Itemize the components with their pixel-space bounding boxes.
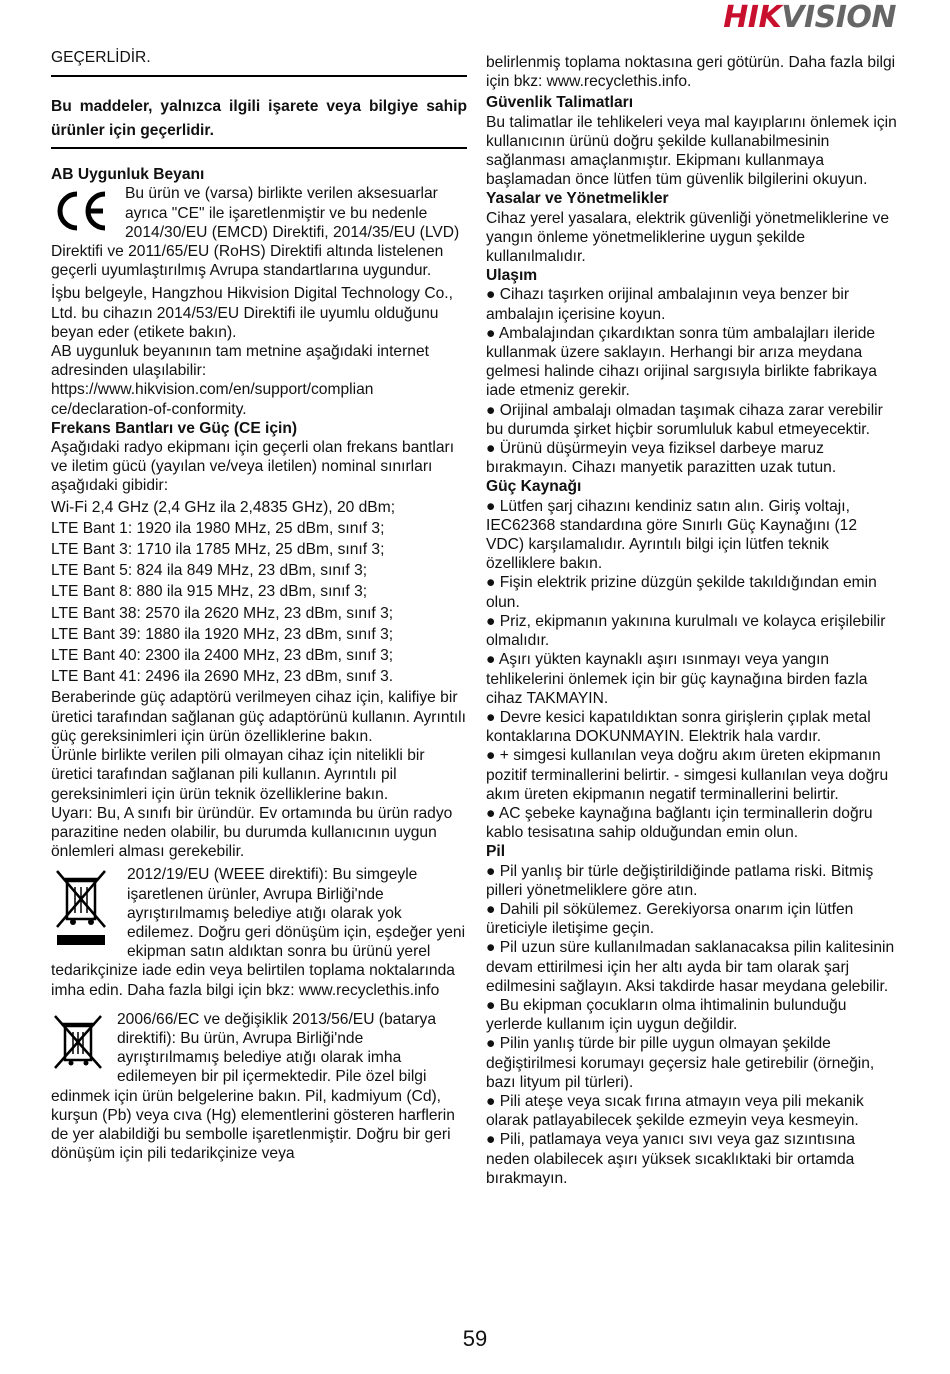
battery-directive-block (51, 1010, 467, 1164)
note-box (51, 85, 467, 149)
ce-paragraph-2: İşbu belgeyle, Hangzhou Hikvision Digital Technology Co., Ltd. bu cihazın 2014/53/EU Direktifi ile uyumlu olduğunu beyan eder (etikete bakın). (51, 285, 453, 341)
band-item: LTE Bant 41: 2496 ila 2690 MHz, 23 dBm, sınıf 3. (51, 668, 394, 686)
battery-bin-icon (51, 1012, 105, 1072)
band-item: Wi-Fi 2,4 GHz (2,4 GHz ila 2,4835 GHz), 20 dBm; (51, 498, 396, 516)
battery-directive-paragraph: 2006/66/EC ve değişiklik 2013/56/EU (batarya direktifi): Bu ürün, Avrupa Birliği'nde ayrıştırılmamış belediye atığı olarak imha edilemeyen bir pil içermektedir. Pile özel bilgi edinmek için ürün belgelerine bakın. Pil, kadmiyum (Cd), kurşun (Pb) veya cıva (Hg) elementlerini gösteren harflerin de yer alabildiği bu sembolle işaretlenmiştir. Doğru bir geri dönüşüm için pili tedarikçinize veya (51, 1010, 455, 1163)
band-item: LTE Bant 5: 824 ila 849 MHz, 23 dBm, sınıf 3; (51, 562, 368, 580)
ce-url: https://www.hikvision.com/en/support/complian ce/declaration-of-conformity. (51, 381, 374, 418)
list-item: ● Pili, patlamaya veya yanıcı sıvı veya gaz sızıntısına neden olabilecek aşırı yüksek sıcaklıktaki bir ortamda bırakmayın. (486, 1131, 856, 1187)
band-item: LTE Bant 1: 1920 ila 1980 MHz, 25 dBm, sınıf 3; (51, 519, 385, 537)
list-item: ● Bu ekipman çocukların olma ihtimalinin bulunduğu yerlerde kullanım için uygun değildir. (486, 996, 847, 1034)
class-a-warning: Uyarı: Bu, A sınıfı bir üründür. Ev ortamında bu ürün radyo parazitine neden olabilir, bu durumda kullanıcının uygun önlemleri alması gerekebilir. (51, 804, 453, 861)
band-item: LTE Bant 8: 880 ila 915 MHz, 23 dBm, sınıf 3; (51, 583, 368, 601)
right-column (486, 53, 898, 1188)
list-item: ● AC şebeke kaynağına bağlantı için terminallerin doğru kablo tesisatına sahip olduğundan emin olun. (486, 804, 873, 842)
list-item: ● Ambalajından çıkardıktan sonra tüm ambalajları ileride kullanmak üzere saklayın. Herhangi bir arıza meydana gelmesi halinde cihazı orijinal sargısıyla birlikte fabrikaya iade etmeniz gerekir. (486, 324, 877, 400)
top-rule (51, 75, 467, 77)
laws-title: Yasalar ve Yönetmelikler (486, 190, 669, 208)
power-title: Güç Kaynağı (486, 478, 582, 496)
list-item: ● + simgesi kullanılan veya doğru akım üreten ekipmanın pozitif terminallerini belirtir. - simgesi kullanılan veya doğru akım üreten ekipmanın negatif terminallerini belirtir. (486, 747, 889, 803)
power-list (486, 497, 898, 843)
freq-title: Frekans Bantları ve Güç (CE için) (51, 419, 298, 437)
left-column (51, 48, 467, 1163)
adapter-paragraph: Beraberinde güç adaptörü verilmeyen cihaz için, kalifiye bir üretici tarafından sağlanan güç adaptörünü kullanın. Ayrıntılı güç gereksinimleri için ürün özelliklerine bakın. (51, 689, 466, 745)
transport-list (486, 285, 898, 477)
ce-title: AB Uygunluk Beyanı (51, 166, 205, 184)
list-item: ● Priz, ekipmanın yakınına kurulmalı ve kolayca erişilebilir olmalıdır. (486, 612, 886, 650)
list-item: ● Fişin elektrik prizine düzgün şekilde takıldığından emin olun. (486, 574, 877, 611)
band-item: LTE Bant 39: 1880 ila 1920 MHz, 23 dBm, sınıf 3; (51, 625, 394, 643)
list-item: ● Ürünü düşürmeyin veya fiziksel darbeye maruz bırakmayın. Cihazı manyetik parazitten uzak tutun. (486, 440, 837, 477)
band-item: LTE Bant 40: 2300 ila 2400 MHz, 23 dBm, sınıf 3; (51, 647, 394, 665)
battery-supply-paragraph: Ürünle birlikte verilen pili olmayan cihaz için nitelikli bir üretici tarafından sağlanan pili kullanın. Ayrıntılı pil gereksinimleri için ürün teknik özelliklerine bakın. (51, 747, 425, 803)
weee-paragraph: 2012/19/EU (WEEE direktifi): Bu simgeyle işaretlenen ürünler, Avrupa Birliği'nde ayrıştırılmamış belediye atığı olarak yok edilemez. Doğru geri dönüşüm için, eşdeğer yeni ekipman satın aldıktan sonra bu ürünü yerel tedarikçinize iade edin veya belirtilen toplama noktalarında imha edin. Daha fazla bilgi için bkz: www.recyclethis.info (51, 866, 466, 999)
list-item: ● Devre kesici kapatıldıktan sonra girişlerin çıplak metal kontaklarına DOKUNMAYIN. Elektrik hala vardır. (486, 708, 871, 746)
ce-block (51, 184, 467, 280)
intro-text: GEÇERLİDİR. (51, 49, 151, 66)
list-item: ● Pil yanlış bir türle değiştirildiğinde patlama riski. Bitmiş pilleri yönetmeliklere göre atın. (486, 862, 874, 899)
safety-title: Güvenlik Talimatları (486, 94, 634, 112)
list-item: ● Pilin yanlış türde bir pille uygun olmayan şekilde değiştirilmesi korumayı geçersiz hale getirebilir (örneğin, bazı lityum pil türleri). (486, 1035, 875, 1091)
band-item: LTE Bant 38: 2570 ila 2620 MHz, 23 dBm, sınıf 3; (51, 604, 394, 622)
ce-mark-icon (51, 188, 111, 234)
list-item: ● Lütfen şarj cihazını kendiniz satın alın. Giriş voltajı, IEC62368 standardına göre Sınırlı Güç Kaynağını (12 VDC) karşılamalıdır. Ayrıntılı bilgi için lütfen teknik özelliklere bakın. (486, 497, 858, 573)
weee-bin-icon (51, 867, 113, 947)
note-text: Bu maddeler, yalnızca ilgili işarete veya bilgiye sahip ürünler için geçerlidir. (51, 98, 467, 140)
band-list (51, 498, 467, 687)
list-item: ● Dahili pil sökülemez. Gerekiyorsa onarım için lütfen üreticiyle iletişime geçin. (486, 900, 854, 938)
weee-block (51, 865, 467, 999)
transport-title: Ulaşım (486, 267, 538, 285)
laws-paragraph: Cihaz yerel yasalara, elektrik güvenliği yönetmeliklerine ve yangın önleme yönetmeliklerine uygun şekilde kullanılmalıdır. (486, 209, 890, 266)
list-item: ● Cihazı taşırken orijinal ambalajının veya benzer bir ambalajın içerisine koyun. (486, 286, 850, 323)
continued-paragraph: belirlenmiş toplama noktasına geri götürün. Daha fazla bilgi için bkz: www.recyclethis.info. (486, 54, 896, 91)
freq-paragraph: Aşağıdaki radyo ekipmanı için geçerli olan frekans bantları ve iletim gücü (yayılan ve/veya iletilen) nominal sınırları aşağıdaki gibidir: (51, 439, 455, 495)
list-item: ● Aşırı yükten kaynaklı aşırı ısınmayı veya yangın tehlikelerini önlemek için bir güç kaynağına birden fazla cihaz TAKMAYIN. (486, 651, 868, 707)
hikvision-logo: HIKVISION (723, 0, 896, 35)
battery-title: Pil (486, 843, 506, 861)
band-item: LTE Bant 3: 1710 ila 1785 MHz, 25 dBm, sınıf 3; (51, 541, 385, 559)
battery-list (486, 862, 898, 1188)
page-number: 59 (462, 1326, 488, 1351)
list-item: ● Pil uzun süre kullanılmadan saklanacaksa pilin kalitesinin devam ettirilmesi için her altı ayda bir tam olarak şarj edilmesini sağlayın. Aksi takdirde hasar meydana gelebilir. (486, 939, 895, 995)
ce-paragraph-3: AB uygunluk beyanının tam metnine aşağıdaki internet adresinden ulaşılabilir: (51, 343, 429, 380)
list-item: ● Orijinal ambalajı olmadan taşımak cihaza zarar verebilir bu durumda şirket hiçbir sorumluluk kabul etmeyecektir. (486, 401, 883, 438)
ce-paragraph-1: Bu ürün ve (varsa) birlikte verilen aksesuarlar ayrıca "CE" ile işaretlenmiştir ve bu nedenle 2014/30/EU (EMCD) Direktifi, 2014/35/EU (LVD) Direktifi ve 2011/65/EU (RoHS) Direktifi altında listelenen geçerli uyumlaştırılmış Avrupa standartlarına uygundur. (51, 185, 460, 280)
list-item: ● Pili ateşe veya sıcak fırına atmayın veya pili mekanik olarak patlayabilecek şekilde ezmeyin veya kesmeyin. (486, 1092, 864, 1130)
safety-paragraph: Bu talimatlar ile tehlikeleri veya mal kayıplarını önlemek için kullanıcının ürünü doğru şekilde kullanabilmesinin sağlanması amaçlanmıştır. Ekipmanı kullanmaya başlamadan önce lütfen tüm güvenlik bilgilerini okuyun. (486, 113, 897, 189)
